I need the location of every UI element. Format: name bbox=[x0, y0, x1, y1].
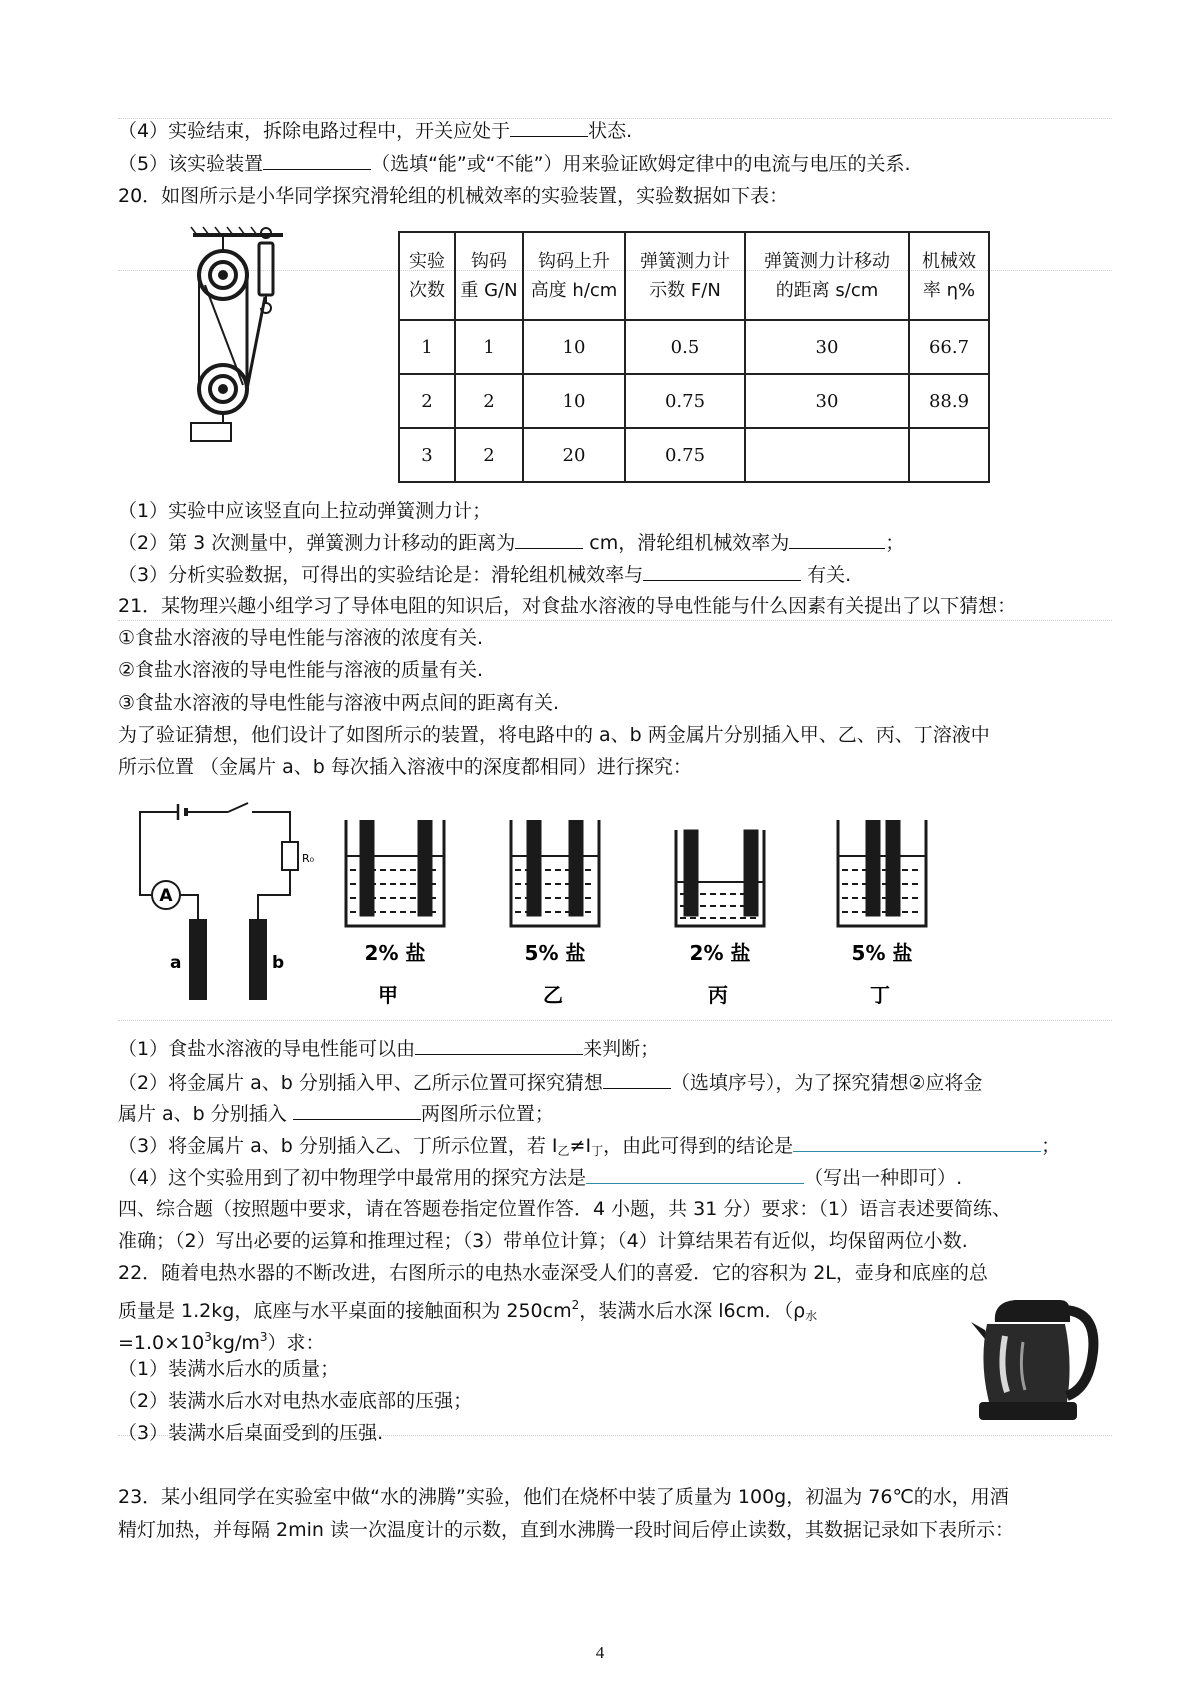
q19-part4: （4）实验结束，拆除电路过程中，开关应处于 状态. bbox=[118, 117, 632, 144]
q21-part2: （2）将金属片 a、b 分别插入甲、乙所示位置可探究猜想 （选填序号），为了探究猜想②应将金 bbox=[118, 1069, 982, 1096]
q21-guess-1: ①食盐水溶液的导电性能与溶液的浓度有关. bbox=[118, 627, 484, 649]
resistor-label: R₀ bbox=[302, 852, 315, 865]
q22-stem-cont: 质量是 1.2kg，底座与水平桌面的接触面积为 $250cm^2$，装满水后水深 l6cm．（$\rho_水$ bbox=[118, 1298, 818, 1323]
q22-density: $=1.0\times 10^3kg/m^3$）求： bbox=[118, 1330, 325, 1354]
page-number: 4 bbox=[595, 1643, 605, 1662]
table-header-cell: 机械效 率 η% bbox=[909, 232, 989, 320]
table-row: 1 1 10 0.5 30 66.7 bbox=[399, 320, 989, 374]
table-header-cell: 弹簧测力计移动 的距离 s/cm bbox=[745, 232, 909, 320]
q20-stem: 20．如图所示是小华同学探究滑轮组的机械效率的实验装置，实验数据如下表： bbox=[118, 185, 789, 207]
ammeter-label: A bbox=[159, 886, 173, 906]
q19-part5: （5）该实验装置 （选填“能”或“不能”）用来验证欧姆定律中的电流与电压的关系. bbox=[118, 150, 911, 177]
q21-guess-3: ③食盐水溶液的导电性能与溶液中两点间的距离有关. bbox=[118, 692, 560, 714]
q21-stem: 21．某物理兴趣小组学习了导体电阻的知识后，对食盐水溶液的导电性能与什么因素有关提出了以下猜想： bbox=[118, 595, 1017, 617]
q21-part3: （3）将金属片 a、b 分别插入乙、丁所示位置，若 $I_乙\ne I_丁$，由此可得到的结论是 ； bbox=[118, 1132, 1060, 1164]
beaker-jia bbox=[340, 820, 450, 1010]
pulley-data-table bbox=[398, 231, 990, 483]
q22-part3: （3）装满水后桌面受到的压强. bbox=[118, 1422, 384, 1444]
electrode-a-label: a bbox=[170, 953, 182, 973]
table-row: 2 2 10 0.75 30 88.9 bbox=[399, 374, 989, 428]
q20-part2: （2）第 3 次测量中，弹簧测力计移动的距离为 cm，滑轮组机械效率为 ； bbox=[118, 529, 904, 556]
q21-part1: （1）食盐水溶液的导电性能可以由 来判断； bbox=[118, 1035, 659, 1062]
beaker-yi bbox=[505, 820, 615, 1010]
circuit-figure bbox=[120, 800, 320, 1000]
q21-paragraph: 为了验证猜想，他们设计了如图所示的装置，将电路中的 a、b 两金属片分别插入甲、乙、丙、丁溶液中 bbox=[118, 724, 990, 746]
q22-part2: （2）装满水后水对电热水壶底部的压强； bbox=[118, 1390, 473, 1412]
section4-heading: 四、综合题（按照题中要求，请在答题卷指定位置作答．4 小题，共 31 分）要求：（1）语言表述要简练、 bbox=[118, 1198, 1011, 1220]
answer-blank[interactable] bbox=[793, 1132, 1041, 1152]
answer-blank[interactable] bbox=[510, 117, 588, 137]
answer-blank[interactable] bbox=[263, 150, 371, 170]
kettle-figure bbox=[965, 1292, 1100, 1427]
beaker-label: 丁 bbox=[870, 983, 890, 1007]
table-row: 3 2 20 0.75 bbox=[399, 428, 989, 482]
beaker-concentration: 5% 盐 bbox=[524, 941, 586, 965]
table-header-cell: 钩码 重 G/N bbox=[455, 232, 523, 320]
answer-blank[interactable] bbox=[586, 1164, 804, 1184]
q23-stem-cont: 精灯加热，并每隔 2min 读一次温度计的示数，直到水沸腾一段时间后停止读数，其数据记录如下表所示： bbox=[118, 1519, 1014, 1541]
q21-paragraph: 所示位置 （金属片 a、b 每次插入溶液中的深度都相同）进行探究： bbox=[118, 756, 692, 778]
beaker-label: 丙 bbox=[708, 983, 728, 1007]
beaker-bing bbox=[670, 820, 780, 1010]
q21-part2-cont: 属片 a、b 分别插入 两图所示位置； bbox=[118, 1100, 554, 1127]
section4-heading-cont: 准确；（2）写出必要的运算和推理过程；（3）带单位计算；（4）计算结果若有近似，均保留两位小数. bbox=[118, 1230, 968, 1252]
beaker-concentration: 2% 盐 bbox=[364, 941, 426, 965]
beaker-label: 乙 bbox=[543, 983, 563, 1007]
q21-guess-2: ②食盐水溶液的导电性能与溶液的质量有关. bbox=[118, 659, 484, 681]
table-header-cell: 弹簧测力计 示数 F/N bbox=[625, 232, 745, 320]
answer-blank[interactable] bbox=[293, 1100, 421, 1120]
beaker-concentration: 2% 盐 bbox=[689, 941, 751, 965]
beaker-ding bbox=[832, 820, 942, 1010]
beaker-concentration: 5% 盐 bbox=[851, 941, 913, 965]
answer-blank[interactable] bbox=[415, 1035, 583, 1055]
beaker-label: 甲 bbox=[378, 983, 398, 1007]
q22-stem: 22．随着电热水器的不断改进，右图所示的电热水壶深受人们的喜爱．它的容积为 2L，壶身和底座的总 bbox=[118, 1262, 988, 1284]
q23-stem: 23．某小组同学在实验室中做“水的沸腾”实验，他们在烧杯中装了质量为 100g，初温为 76℃的水，用酒 bbox=[118, 1486, 1009, 1508]
table-header-cell: 钩码上升 高度 h/cm bbox=[523, 232, 625, 320]
answer-blank[interactable] bbox=[789, 529, 885, 549]
table-header-cell: 实验 次数 bbox=[399, 232, 455, 320]
q22-part1: （1）装满水后水的质量； bbox=[118, 1358, 340, 1380]
q20-part3: （3）分析实验数据，可得出的实验结论是：滑轮组机械效率与 有关. bbox=[118, 561, 851, 588]
answer-blank[interactable] bbox=[603, 1069, 671, 1089]
electrode-b-label: b bbox=[272, 953, 285, 973]
q21-part4: （4）这个实验用到了初中物理学中最常用的探究方法是 （写出一种即可）. bbox=[118, 1164, 962, 1191]
pulley-figure bbox=[185, 225, 295, 485]
answer-blank[interactable] bbox=[515, 529, 583, 549]
q20-part1: （1）实验中应该竖直向上拉动弹簧测力计； bbox=[118, 500, 492, 522]
answer-blank[interactable] bbox=[643, 561, 801, 581]
